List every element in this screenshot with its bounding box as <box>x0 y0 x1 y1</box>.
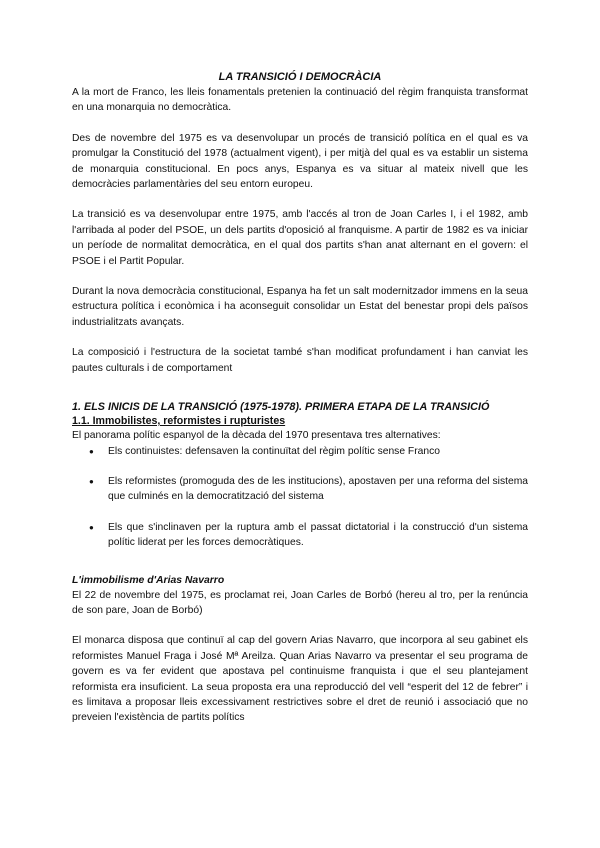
section-2-paragraph-1: El 22 de novembre del 1975, es proclamat rei, Joan Carles de Borbó (hereu al tro, per la renúncia de son pare, Joan de Borbó) <box>72 589 528 616</box>
document-title: LA TRANSICIÓ I DEMOCRÀCIA <box>218 71 382 83</box>
bullet-icon: ● <box>89 446 94 456</box>
list-item-text: Els que s'inclinaven per la ruptura amb el passat dictatorial i la construcció d'un sistema polític liderat per les forces democràtiques. <box>108 521 528 549</box>
spacer <box>72 330 528 345</box>
intro-paragraph-5: La composició i l'estructura de la societat també s'han modificat profundament i han canviat les pautes culturals i de comportament <box>72 347 528 374</box>
list-item <box>72 520 528 551</box>
spacer <box>72 551 528 573</box>
alternatives-list <box>72 444 528 551</box>
list-item <box>72 474 528 505</box>
section-2-heading: L'immobilisme d'Arias Navarro <box>72 574 225 586</box>
spacer <box>72 116 528 131</box>
intro-paragraph-2: Des de novembre del 1975 es va desenvolupar un procés de transició política en el qual es va promulgar la Constitució del 1978 (actualment vigent), i per mitjà del qual es va establir un sistema de monarquia constitucional. En pocs anys, Espanya es va situar al mateix nivell que les democràcies parlamentàries del seu entorn europeu. <box>72 132 528 191</box>
spacer <box>72 192 528 207</box>
list-item-text: Els reformistes (promoguda des de les institucions), apostaven per una reforma del sistema que culminés en la democratització del sistema <box>108 475 528 503</box>
section-1-1-subheading: 1.1. Immobilistes, reformistes i rupturistes <box>72 415 286 428</box>
intro-paragraph-1: A la mort de Franco, les lleis fonamentals pretenien la continuació del règim franquista transformat en una monarquia no democràtica. <box>72 87 528 114</box>
intro-paragraph-4: Durant la nova democràcia constitucional, Espanya ha fet un salt modernitzador immens en la seua estructura política i econòmica i ha aconseguit consolidar un Estat del benestar propi dels països industrialitzats avançats. <box>72 286 528 328</box>
intro-paragraph-3: La transició es va desenvolupar entre 1975, amb l'accés al tron de Joan Carles I, i el 1982, amb l'arribada al poder del PSOE, un dels partits d'oposició al franquisme. A partir de 1982 es va iniciar un període de normalitat democràtica, en el qual dos partits s'han anat alternant en el govern: el PSOE i el Partit Popular. <box>72 209 528 267</box>
spacer <box>72 269 528 284</box>
spacer <box>72 376 528 400</box>
list-item-text: Els continuistes: defensaven la continuïtat del règim polític sense Franco <box>108 445 440 457</box>
spacer <box>72 618 528 633</box>
document-page <box>72 70 528 726</box>
bullet-icon: ● <box>89 522 94 532</box>
section-1-heading: 1. ELS INICIS DE LA TRANSICIÓ (1975-1978). PRIMERA ETAPA DE LA TRANSICIÓ <box>72 401 490 414</box>
section-1-lead: El panorama polític espanyol de la dècada del 1970 presentava tres alternatives: <box>72 430 441 442</box>
bullet-icon: ● <box>89 476 94 486</box>
section-2-paragraph-2: El monarca disposa que continuï al cap del govern Arias Navarro, que incorpora al seu gabinet els reformistes Manuel Fraga i José Mª Areilza. Quan Arias Navarro va presentar el seu programa de govern es va fer evident que apostava pel continuisme franquista i que el seu plantejament reformista era insuficient. La seua proposta era una reproducció del vell “esperit del 12 de febrer” i es limitava a proposar lleis excessivament restrictives sobre el dret de reunió i associació que no preveien l'existència de partits polítics <box>72 635 528 724</box>
list-item <box>72 444 528 459</box>
